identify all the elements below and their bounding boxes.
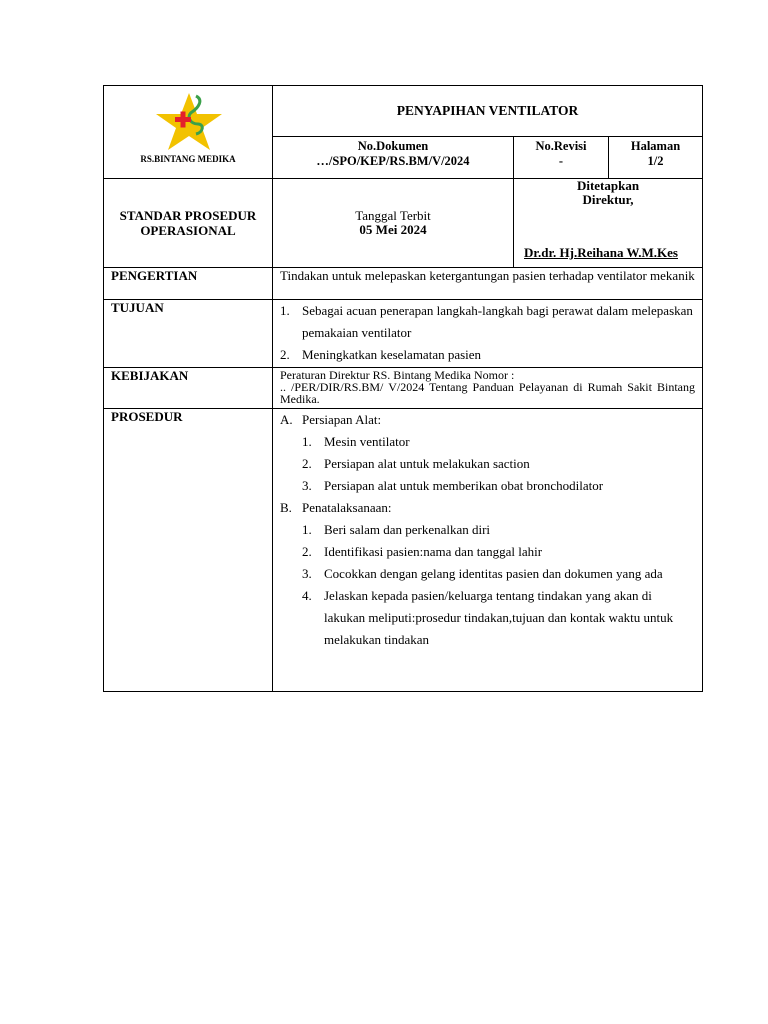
- approval-cell: [514, 179, 703, 268]
- pengertian-label: PENGERTIAN: [104, 268, 273, 300]
- doc-number-value: …/SPO/KEP/RS.BM/V/2024: [316, 154, 470, 168]
- kebijakan-content: [273, 368, 703, 409]
- issue-date-label: Tanggal Terbit: [355, 208, 431, 223]
- approved-line-2: Direktur,: [582, 192, 634, 207]
- doc-number-label: No.Dokumen: [357, 139, 429, 153]
- document-title: PENYAPIHAN VENTILATOR: [273, 86, 703, 137]
- pengertian-text: Tindakan untuk melepaskan ketergantungan pasien terhadap ventilator mekanik: [273, 268, 703, 300]
- issue-date-cell: [273, 179, 514, 268]
- sop-table: [103, 85, 703, 692]
- hospital-name: RS.BINTANG MEDIKA: [140, 154, 236, 164]
- kebijakan-line-2: .. /PER/DIR/RS.BM/ V/2024 Tentang Panduan Pelayanan di Rumah Sakit Bintang Medika.: [280, 380, 696, 406]
- section-b: B. Penatalaksanaan:: [280, 500, 392, 515]
- revision-label: No.Revisi: [535, 139, 587, 153]
- page-value: 1/2: [647, 154, 664, 168]
- kebijakan-label: KEBIJAKAN: [104, 368, 273, 409]
- sop-line-1: STANDAR PROSEDUR: [119, 208, 257, 223]
- approved-line-1: Ditetapkan: [576, 178, 640, 193]
- page-cell: [609, 137, 703, 178]
- list-item: 2. Identifikasi pasien:nama dan tanggal lahir: [302, 544, 543, 559]
- revision-cell: [514, 137, 609, 178]
- doc-number-cell: [273, 137, 514, 179]
- list-item: 3. Persiapan alat untuk memberikan obat bronchodilator: [302, 478, 604, 493]
- tujuan-label: TUJUAN: [104, 300, 273, 368]
- list-item: 2. Persiapan alat untuk melakukan saction: [302, 456, 530, 471]
- list-item: 1. Beri salam dan perkenalkan diri: [302, 522, 491, 537]
- prosedur-label: PROSEDUR: [104, 409, 273, 692]
- list-item: 1. Mesin ventilator: [302, 434, 410, 449]
- list-item: 1. Sebagai acuan penerapan langkah-langkah bagi perawat dalam melepaskan pemakaian ventilator: [280, 303, 693, 340]
- list-item: 4. Jelaskan kepada pasien/keluarga tentang tindakan yang akan di lakukan meliputi:prosedur tindakan,tujuan dan kontak waktu untuk melakukan tindakan: [302, 588, 674, 647]
- list-item: 3. Cocokkan dengan gelang identitas pasien dan dokumen yang ada: [302, 566, 663, 581]
- tujuan-content: [273, 300, 703, 368]
- sop-line-2: OPERASIONAL: [140, 223, 236, 238]
- prosedur-content: [273, 409, 703, 692]
- section-a: A. Persiapan Alat:: [280, 412, 382, 427]
- list-item: 2. Meningkatkan keselamatan pasien: [280, 347, 482, 362]
- revision-page-cell: [514, 137, 703, 179]
- issue-date-value: 05 Mei 2024: [359, 222, 427, 237]
- logo-cell: [104, 86, 273, 179]
- page-label: Halaman: [630, 139, 681, 153]
- sop-document: [103, 85, 702, 692]
- hospital-logo-icon: [152, 90, 226, 152]
- kebijakan-line-1: Peraturan Direktur RS. Bintang Medika Nomor :: [280, 368, 515, 382]
- revision-value: -: [558, 154, 564, 168]
- signer-name: Dr.dr. Hj.Reihana W.M.Kes: [524, 245, 678, 260]
- sop-label: [104, 179, 273, 268]
